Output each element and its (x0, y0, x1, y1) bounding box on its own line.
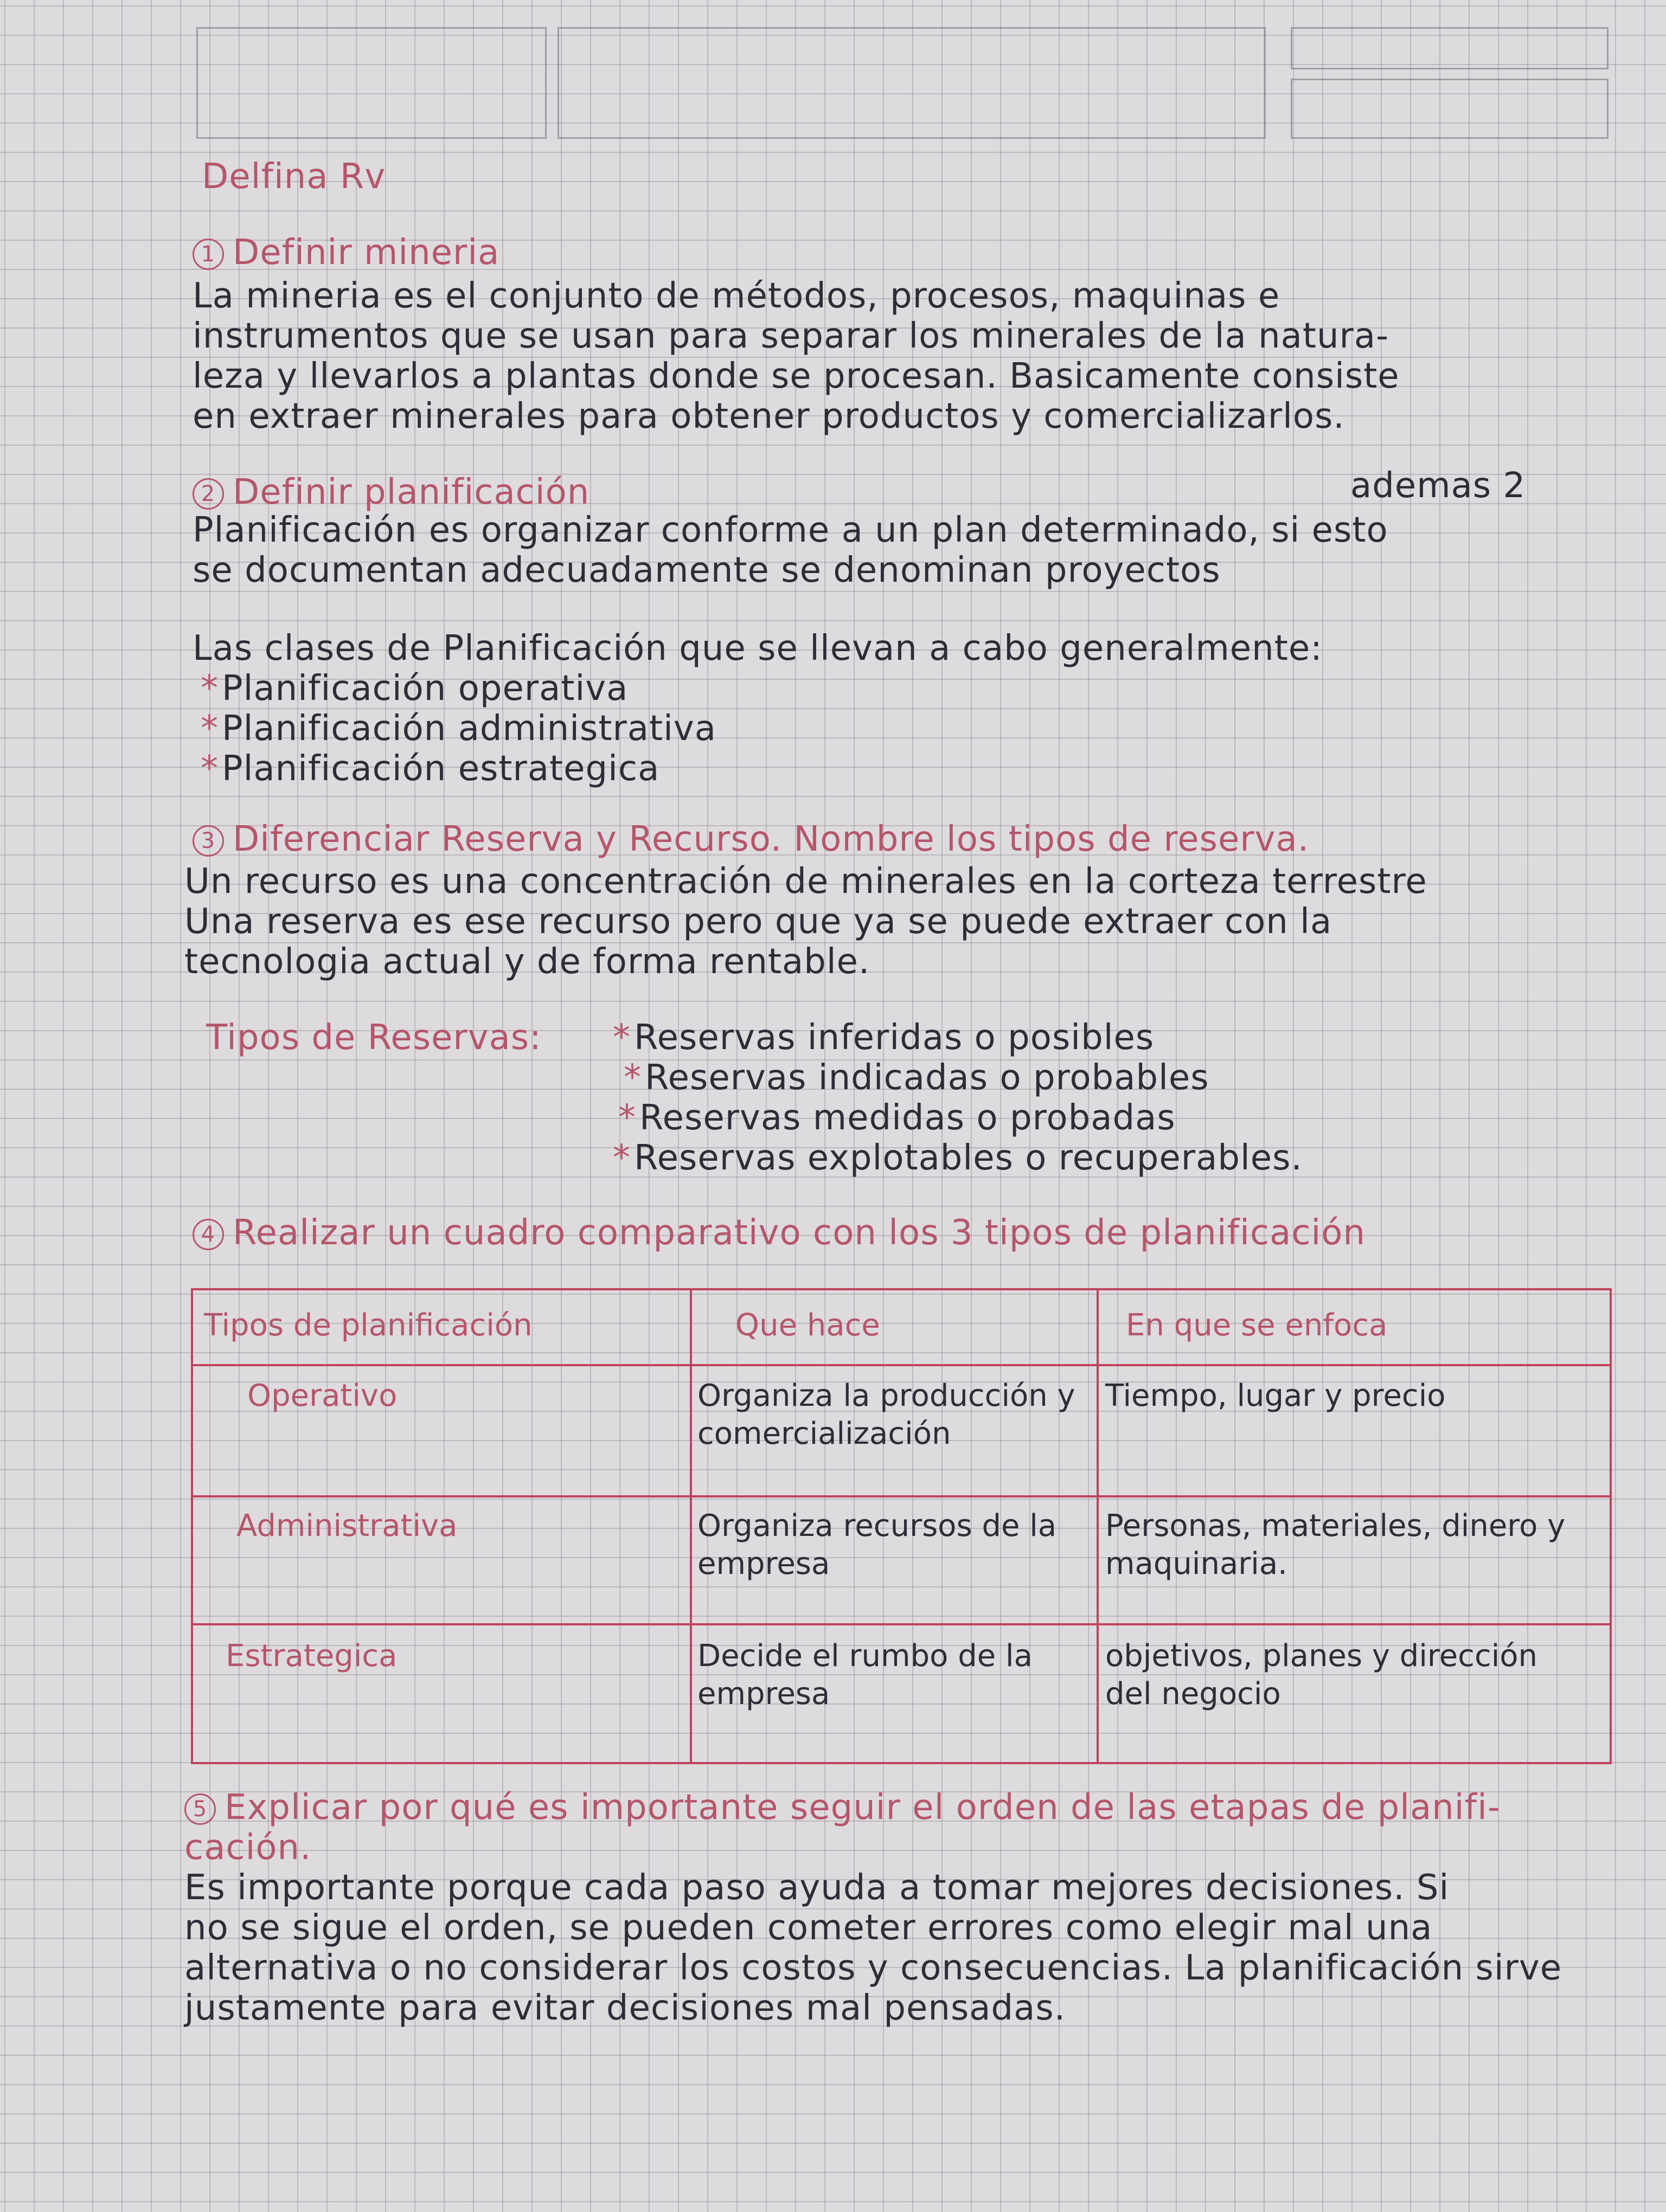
header-box (1291, 79, 1609, 139)
answer-line: La mineria es el conjunto de métodos, procesos, maquinas e (193, 276, 1280, 316)
question-2-title (193, 473, 589, 512)
table-divider (193, 1364, 1610, 1366)
margin-note: ademas 2 (1350, 466, 1526, 506)
question-number: 4 (193, 1219, 224, 1250)
list-item (618, 1098, 1176, 1137)
answer-line: leza y llevarlos a plantas donde se procesan. Basicamente consiste (193, 356, 1400, 396)
answer-line: en extraer minerales para obtener productos y comercializarlos. (193, 396, 1345, 436)
question-title-continuation: cación. (184, 1828, 312, 1868)
question-5-title (184, 1788, 1501, 1827)
table-divider (193, 1495, 1610, 1497)
table-cell: Organiza recursos de la empresa (697, 1508, 1057, 1581)
question-number: 2 (193, 478, 224, 510)
answer-line: justamente para evitar decisiones mal pensadas. (184, 1988, 1066, 2028)
question-title-text: Realizar un cuadro comparativo con los 3 tipos de planificación (233, 1213, 1366, 1253)
answer-line: Es importante porque cada paso ayuda a tomar mejores decisiones. Si (184, 1868, 1450, 1908)
table-cell: Tiempo, lugar y precio (1105, 1378, 1446, 1413)
bullet-mark: * (201, 668, 219, 709)
list-item-text: Planificación operativa (222, 668, 629, 709)
list-item (201, 709, 716, 748)
list-item-text: Reservas medidas o probadas (639, 1098, 1176, 1138)
list-item (613, 1018, 1154, 1057)
list-item (201, 669, 628, 708)
question-number: 5 (184, 1793, 216, 1825)
bullet-mark: * (613, 1018, 631, 1058)
bullet-mark: * (201, 749, 219, 789)
bullet-mark: * (613, 1138, 631, 1178)
table-cell: objetivos, planes y dirección del negocio (1105, 1638, 1538, 1712)
answer-line: Una reserva es ese recurso pero que ya se puede extraer con la (184, 902, 1332, 942)
table-cell: Personas, materiales, dinero y maquinaria. (1105, 1508, 1566, 1581)
list-item-text: Reservas inferidas o posibles (634, 1018, 1155, 1058)
answer-line: instrumentos que se usan para separar los minerales de la natura- (193, 316, 1389, 356)
question-title-text: Diferenciar Reserva y Recurso. Nombre los tipos de reserva. (233, 819, 1310, 859)
question-title-text: Explicar por qué es importante seguir el orden de las etapas de planifi- (225, 1787, 1501, 1828)
question-1-title (193, 233, 499, 272)
question-number: 1 (193, 239, 224, 270)
list-item (201, 749, 659, 788)
table-divider (690, 1290, 692, 1762)
question-4-title (193, 1213, 1366, 1252)
table-cell: Estrategica (226, 1638, 398, 1674)
list-item-text: Reservas explotables o recuperables. (634, 1138, 1303, 1178)
question-number: 3 (193, 825, 224, 857)
list-item-text: Planificación administrativa (222, 709, 716, 749)
question-title-text: Definir mineria (233, 233, 500, 273)
page-heading: Delfina Rv (202, 157, 386, 197)
answer-line: tecnologia actual y de forma rentable. (184, 942, 870, 982)
table-cell: Administrativa (236, 1508, 458, 1544)
list-item-text: Planificación estrategica (222, 749, 660, 789)
table-cell: Decide el rumbo de la empresa (697, 1638, 1033, 1712)
table-header: Que hace (735, 1308, 880, 1343)
table-header: Tipos de planificación (204, 1308, 533, 1343)
list-item-text: Reservas indicadas o probables (645, 1058, 1209, 1098)
table-header: En que se enfoca (1126, 1308, 1388, 1343)
header-box (1291, 27, 1609, 69)
table-divider (1097, 1290, 1099, 1762)
question-3-title (193, 820, 1309, 859)
bullet-mark: * (201, 709, 219, 749)
classes-intro: Las clases de Planificación que se llevan a cabo generalmente: (193, 628, 1323, 668)
table-divider (193, 1623, 1610, 1625)
answer-line: alternativa o no considerar los costos y consecuencias. La planificación sirve (184, 1948, 1562, 1988)
header-box (196, 27, 547, 139)
bullet-mark: * (624, 1058, 642, 1098)
table-cell: Operativo (247, 1378, 398, 1413)
answer-line: Un recurso es una concentración de minerales en la corteza terrestre (184, 861, 1427, 902)
table-cell: Organiza la producción y comercialización (697, 1378, 1075, 1451)
answer-line: se documentan adecuadamente se denominan proyectos (193, 550, 1221, 590)
header-box (558, 27, 1266, 139)
list-item (624, 1058, 1209, 1097)
bullet-mark: * (618, 1098, 636, 1138)
question-title-text: Definir planificación (233, 472, 590, 512)
list-item (613, 1139, 1303, 1178)
answer-line: Planificación es organizar conforme a un plan determinado, si esto (193, 510, 1388, 550)
answer-line: no se sigue el orden, se pueden cometer errores como elegir mal una (184, 1908, 1433, 1948)
comparison-table (191, 1288, 1612, 1764)
reserve-types-label: Tipos de Reservas: (206, 1018, 542, 1058)
